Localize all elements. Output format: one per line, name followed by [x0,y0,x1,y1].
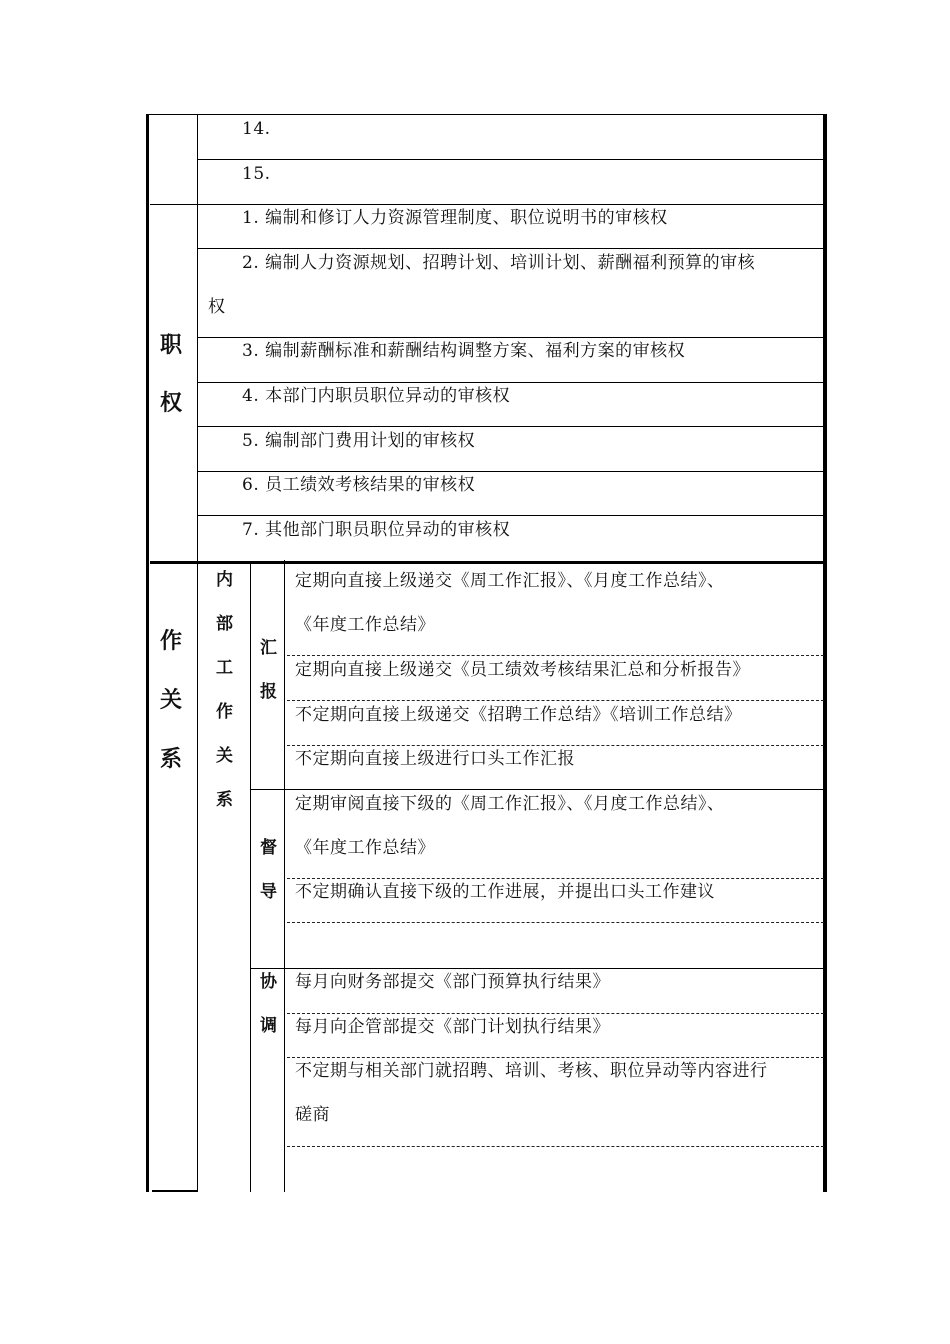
label-column-divider [284,560,285,1192]
supervise-item: 不定期确认直接下级的工作进展，并提出口头工作建议 [295,882,715,902]
report-label-char: 汇 [260,638,277,658]
group-line [251,789,824,790]
internal-header-char: 关 [216,746,233,766]
coordinate-item: 每月向财务部提交《部门预算执行结果》 [295,972,610,992]
report-item: 定期向直接上级递交《周工作汇报》、《月度工作总结》、 [295,571,725,591]
authority-item: 5. 编制部门费用计划的审核权 [242,431,476,451]
coordinate-item: 不定期与相关部门就招聘、培训、考核、职位异动等内容进行 [295,1061,768,1081]
coordinate-label-char: 协 [260,972,277,992]
numbered-item: 15. [242,164,271,184]
numbered-item: 14. [242,119,271,139]
dashed-row-line [287,655,824,656]
authority-item: 6. 员工绩效考核结果的审核权 [242,475,476,495]
group-line [251,968,824,969]
internal-header-char: 作 [216,702,233,722]
authority-item: 4. 本部门内职员职位异动的审核权 [242,386,511,406]
section-thick-divider [150,561,825,564]
row-line [198,248,824,249]
section-line [150,204,824,205]
report-item: 《年度工作总结》 [295,615,435,635]
dashed-row-line [287,922,824,923]
work-relations-header-char: 作 [160,629,183,654]
work-relations-header-char: 关 [160,688,183,713]
row-line [198,337,824,338]
internal-header-char: 内 [216,570,233,590]
table-right-border [823,114,827,1192]
authority-item: 2. 编制人力资源规划、招聘计划、培训计划、薪酬福利预算的审核 [242,253,756,273]
supervise-label-char: 督 [260,838,277,858]
internal-header-char: 工 [216,658,233,678]
supervise-item: 定期审阅直接下级的《周工作汇报》、《月度工作总结》、 [295,794,725,814]
table-left-border [146,114,149,1192]
report-item: 不定期向直接上级递交《招聘工作总结》《培训工作总结》 [295,705,742,725]
supervise-item: 《年度工作总结》 [295,838,435,858]
row-line [198,515,824,516]
table-top-border [146,114,827,115]
authority-item: 1. 编制和修订人力资源管理制度、职位说明书的审核权 [242,208,668,228]
dashed-row-line [287,1013,824,1014]
authority-header-char: 权 [160,391,183,416]
report-item: 不定期向直接上级进行口头工作汇报 [295,749,575,769]
coordinate-item: 磋商 [295,1105,330,1125]
authority-item: 3. 编制薪酬标准和薪酬结构调整方案、福利方案的审核权 [242,341,686,361]
report-label-char: 报 [260,682,277,702]
dashed-row-line [287,745,824,746]
coordinate-item: 每月向企管部提交《部门计划执行结果》 [295,1017,610,1037]
authority-item: 权 [208,297,226,317]
work-relations-header-char: 系 [160,747,183,772]
coordinate-label-char: 调 [260,1016,277,1036]
supervise-label-char: 导 [260,882,277,902]
dashed-row-line [287,700,824,701]
authority-item: 7. 其他部门职员职位异动的审核权 [242,520,511,540]
row-line [198,382,824,383]
dashed-row-line [287,878,824,879]
report-item: 定期向直接上级递交《员工绩效考核结果汇总和分析报告》 [295,660,750,680]
internal-header-char: 系 [216,790,233,810]
row-line [198,426,824,427]
row-line [198,471,824,472]
authority-header-char: 职 [160,333,183,358]
header-column-divider [197,114,198,1192]
internal-header-char: 部 [216,614,233,634]
dashed-row-line [287,1057,824,1058]
internal-column-divider [250,564,251,1192]
table-bottom-stub [152,1190,198,1192]
row-line [198,159,824,160]
dashed-row-line [287,1146,824,1147]
